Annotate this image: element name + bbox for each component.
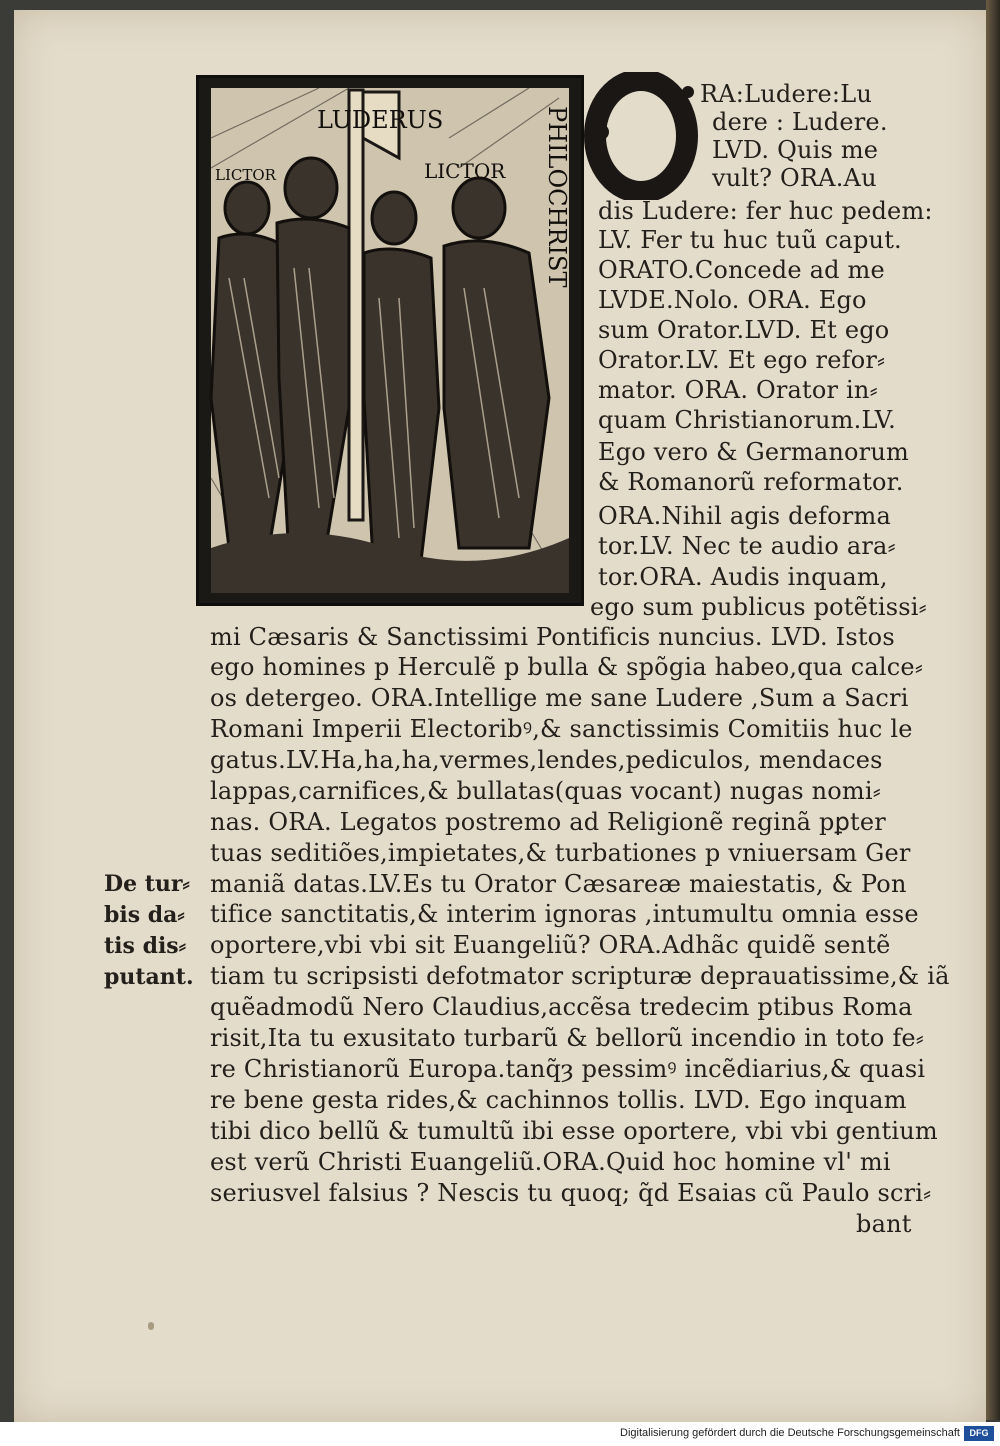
text-line: dis Ludere: fer huc pedem: [598, 197, 933, 225]
margin-note-line: bis da⸗ [104, 902, 185, 928]
catchword: bant [856, 1210, 912, 1238]
woodcut-label-luderus: LUDERUS [317, 106, 444, 134]
text-line: LV. Fer tu huc tuũ caput. [598, 226, 902, 254]
text-line: RA:Ludere:Lu [700, 80, 873, 108]
text-line: lappas,carnifices,& bullatas(quas vocant) nugas nomi⸗ [210, 777, 881, 805]
text-line: tor.ORA. Audis inquam, [598, 563, 888, 591]
text-line: dere : Ludere. [712, 108, 888, 136]
text-line: gatus.LV.Ha,ha,ha,vermes,lendes,pediculos, mendaces [210, 746, 883, 774]
text-line: mi Cæsaris & Sanctissimi Pontificis nuncius. LVD. Istos [210, 623, 895, 651]
dfg-logo: DFG [964, 1426, 994, 1441]
text-line: ORA.Nihil agis deforma [598, 502, 891, 530]
text-line: seriusvel falsius ? Nescis tu quoq; q̃d Esaias cũ Paulo scri⸗ [210, 1179, 932, 1207]
text-line: quẽadmodũ Nero Claudius,accẽsa tredecim ptibus Roma [210, 993, 913, 1021]
text-line: maniã datas.LV.Es tu Orator Cæsareæ maiestatis, & Pon [210, 870, 907, 898]
text-line: ORATO.Concede ad me [598, 256, 885, 284]
text-line: tuas seditiões,impietates,& turbationes p vniuersam Ger [210, 839, 911, 867]
text-line: re bene gesta rides,& cachinnos tollis. LVD. Ego inquam [210, 1086, 907, 1114]
text-line: ego homines p Herculẽ p bulla & spõgia habeo,qua calce⸗ [210, 653, 924, 681]
text-line: tifice sanctitatis,& interim ignoras ,intumultu omnia esse [210, 900, 919, 928]
text-line: tiam tu scripsisti defotmator scripturæ deprauatissime,& iã [210, 962, 950, 990]
text-line: Ego vero & Germanorum [598, 438, 909, 466]
text-line: vult? ORA.Au [712, 164, 877, 192]
text-line: mator. ORA. Orator in⸗ [598, 376, 878, 404]
footer-credit-text: Digitalisierung gefördert durch die Deutsche Forschungsgemeinschaft [620, 1427, 960, 1439]
woodcut-label-lictor-left: LICTOR [215, 166, 276, 184]
woodcut-illustration [196, 75, 584, 606]
margin-note-line: putant. [104, 964, 194, 990]
woodcut-label-lictor-right: LICTOR [424, 159, 506, 183]
text-line: tibi dico bellũ & tumultũ ibi esse oportere, vbi vbi gentium [210, 1117, 938, 1145]
text-line: tor.LV. Nec te audio ara⸗ [598, 532, 896, 560]
text-line: & Romanorũ reformator. [598, 468, 904, 496]
text-line: sum Orator.LVD. Et ego [598, 316, 890, 344]
digitization-footer [0, 1422, 1000, 1446]
text-line: nas. ORA. Legatos postremo ad Religionẽ reginã pꝑter [210, 808, 886, 836]
text-line: quam Christianorum.LV. [598, 406, 896, 434]
page-blemish [148, 1322, 154, 1330]
decorated-initial-o [583, 72, 701, 200]
text-line: est verũ Christi Euangeliũ.ORA.Quid hoc homine vl' mi [210, 1148, 891, 1176]
woodcut-figures [199, 78, 581, 603]
text-line: os detergeo. ORA.Intellige me sane Ludere ,Sum a Sacri [210, 684, 909, 712]
text-line: LVD. Quis me [712, 136, 879, 164]
margin-note-line: tis dis⸗ [104, 933, 187, 959]
text-line: Orator.LV. Et ego refor⸗ [598, 346, 886, 374]
margin-note-line: De tur⸗ [104, 871, 190, 897]
woodcut-label-philochrist: PHILOCHRIST [543, 106, 571, 288]
text-line: Romani Imperii Electoribꝰ,& sanctissimis Comitiis huc le [210, 715, 913, 743]
text-line: LVDE.Nolo. ORA. Ego [598, 286, 867, 314]
text-line: oportere,vbi vbi sit Euangeliũ? ORA.Adhãc quidẽ sentẽ [210, 931, 891, 959]
book-spine-edge [986, 0, 1000, 1420]
text-line: risit,Ita tu exusitato turbarũ & bellorũ incendio in toto fe⸗ [210, 1024, 925, 1052]
text-line: re Christianorũ Europa.tanq̃ȝ pessimꝰ incẽdiarius,& quasi [210, 1055, 926, 1083]
text-line: ego sum publicus potẽtissi⸗ [590, 593, 927, 621]
